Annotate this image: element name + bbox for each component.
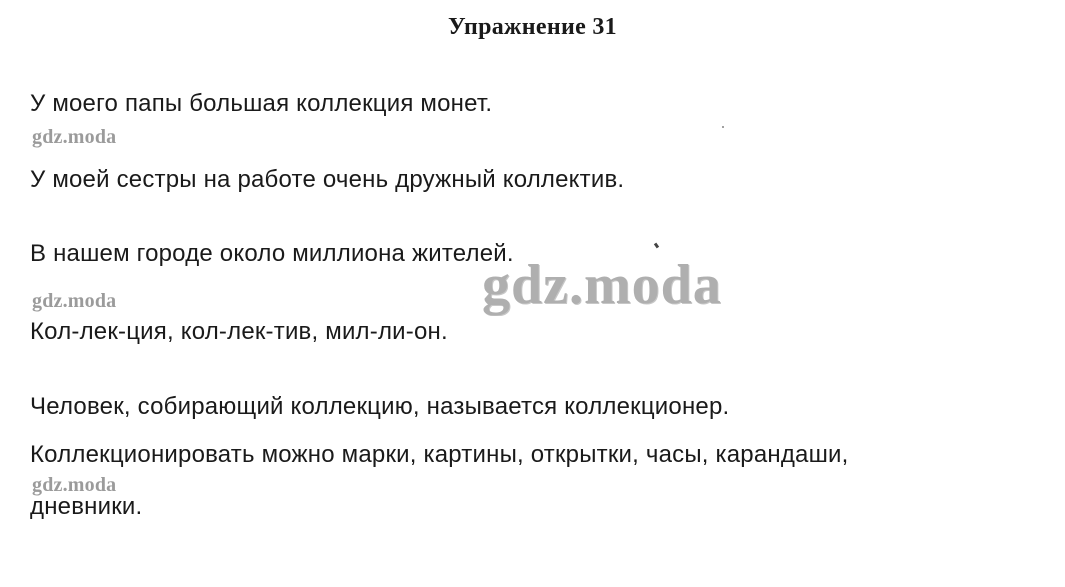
- sentence-4: Человек, собирающий коллекцию, называется коллекционер.: [30, 393, 730, 420]
- sentence-1: У моего папы большая коллекция монет.: [30, 90, 493, 117]
- watermark-large: gdz.moda: [482, 254, 722, 316]
- watermark-small-2: gdz.moda: [32, 290, 117, 312]
- exercise-title: Упражнение 31: [448, 14, 617, 40]
- watermark-small-3: gdz.moda: [32, 474, 117, 496]
- scan-speck: [654, 243, 659, 249]
- sentence-5-part-2: дневники.: [30, 493, 143, 520]
- syllable-division: Кол-лек-ция, кол-лек-тив, мил-ли-он.: [30, 318, 448, 345]
- watermark-small-1: gdz.moda: [32, 126, 117, 148]
- scan-speck: [722, 126, 724, 128]
- sentence-2: У моей сестры на работе очень дружный коллектив.: [30, 166, 625, 193]
- sentence-3: В нашем городе около миллиона жителей.: [30, 240, 514, 267]
- sentence-5-part-1: Коллекционировать можно марки, картины, открытки, часы, карандаши,: [30, 441, 849, 468]
